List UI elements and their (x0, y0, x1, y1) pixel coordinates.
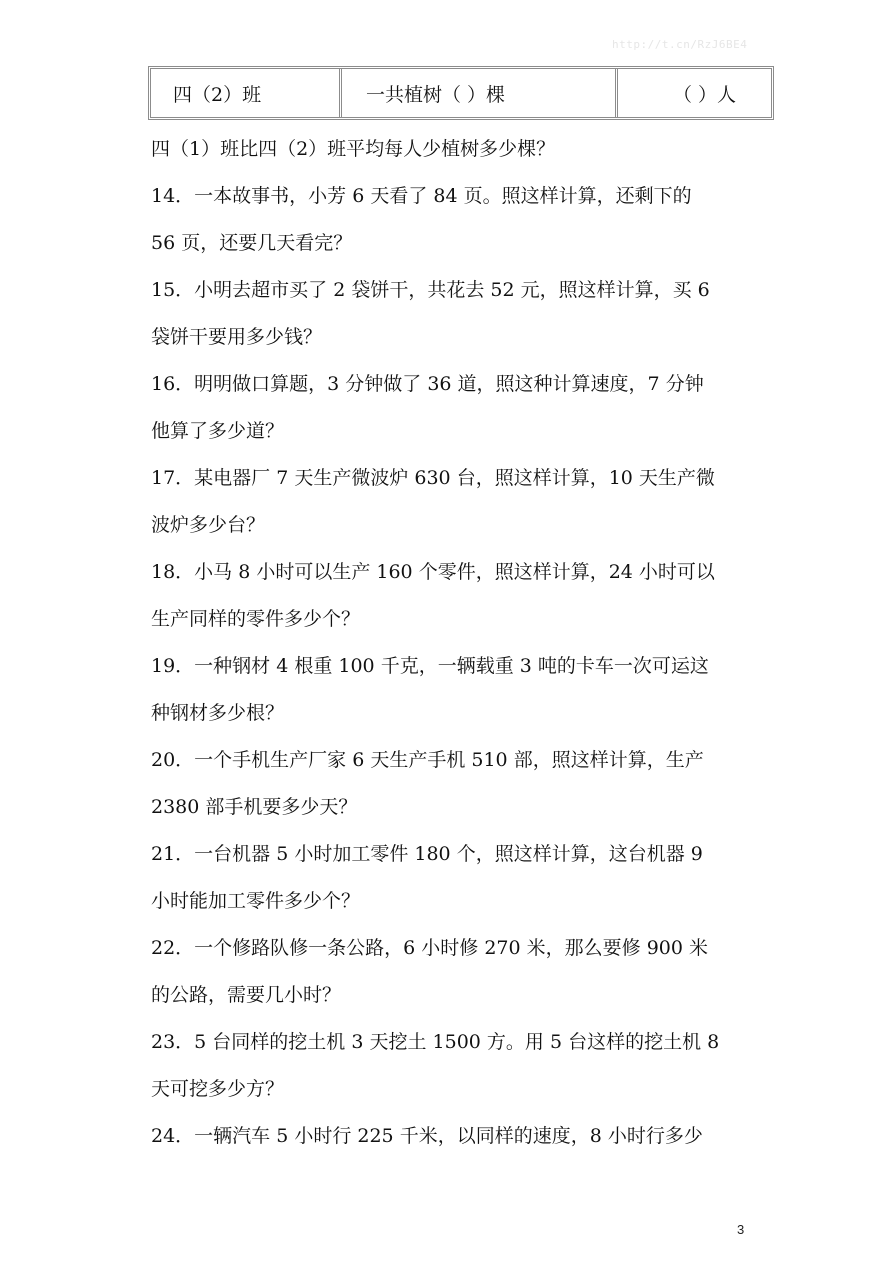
problem-list (151, 126, 751, 1160)
text-line: 袋饼干要用多少钱？ (151, 326, 323, 348)
text-line: 波炉多少台？ (151, 514, 266, 536)
text-line: 56 页，还要几天看完？ (151, 232, 353, 254)
text-line: 种钢材多少根？ (151, 702, 285, 724)
table-cell-trees: 一共植树（ ）棵 (339, 69, 615, 117)
watermark-url: http://t.cn/RzJ6BE4 (612, 38, 748, 51)
text-line: 16．明明做口算题，3 分钟做了 36 道，照这种计算速度，7 分钟 (151, 373, 704, 395)
text-line: 24．一辆汽车 5 小时行 225 千米，以同样的速度，8 小时行多少 (151, 1125, 703, 1147)
class-table (148, 66, 774, 120)
text-line: 21．一台机器 5 小时加工零件 180 个，照这样计算，这台机器 9 (151, 843, 703, 865)
table-cell-people: （ ）人 (615, 69, 771, 117)
text-line: 他算了多少道？ (151, 420, 285, 442)
text-line: 23．5 台同样的挖土机 3 天挖土 1500 方。用 5 台这样的挖土机 8 (151, 1031, 720, 1053)
text-line: 四（1）班比四（2）班平均每人少植树多少棵？ (151, 138, 556, 160)
text-line: 20．一个手机生产厂家 6 天生产手机 510 部，照这样计算，生产 (151, 749, 704, 771)
text-line: 的公路，需要几小时？ (151, 984, 342, 1006)
table-cell-class: 四（2）班 (173, 83, 262, 106)
page-number: 3 (737, 1222, 745, 1237)
text-line: 19．一种钢材 4 根重 100 千克，一辆载重 3 吨的卡车一次可运这 (151, 655, 709, 677)
text-line: 小时能加工零件多少个？ (151, 890, 361, 912)
text-line: 2380 部手机要多少天？ (151, 796, 358, 818)
text-line: 14．一本故事书，小芳 6 天看了 84 页。照这样计算，还剩下的 (151, 185, 692, 207)
text-line: 天可挖多少方？ (151, 1078, 285, 1100)
text-line: 18．小马 8 小时可以生产 160 个零件，照这样计算，24 小时可以 (151, 561, 715, 583)
text-line: 15．小明去超市买了 2 袋饼干，共花去 52 元，照这样计算，买 6 (151, 279, 710, 301)
text-line: 生产同样的零件多少个？ (151, 608, 361, 630)
text-line: 17．某电器厂 7 天生产微波炉 630 台，照这样计算，10 天生产微 (151, 467, 715, 489)
text-line: 22．一个修路队修一条公路，6 小时修 270 米，那么要修 900 米 (151, 937, 708, 959)
